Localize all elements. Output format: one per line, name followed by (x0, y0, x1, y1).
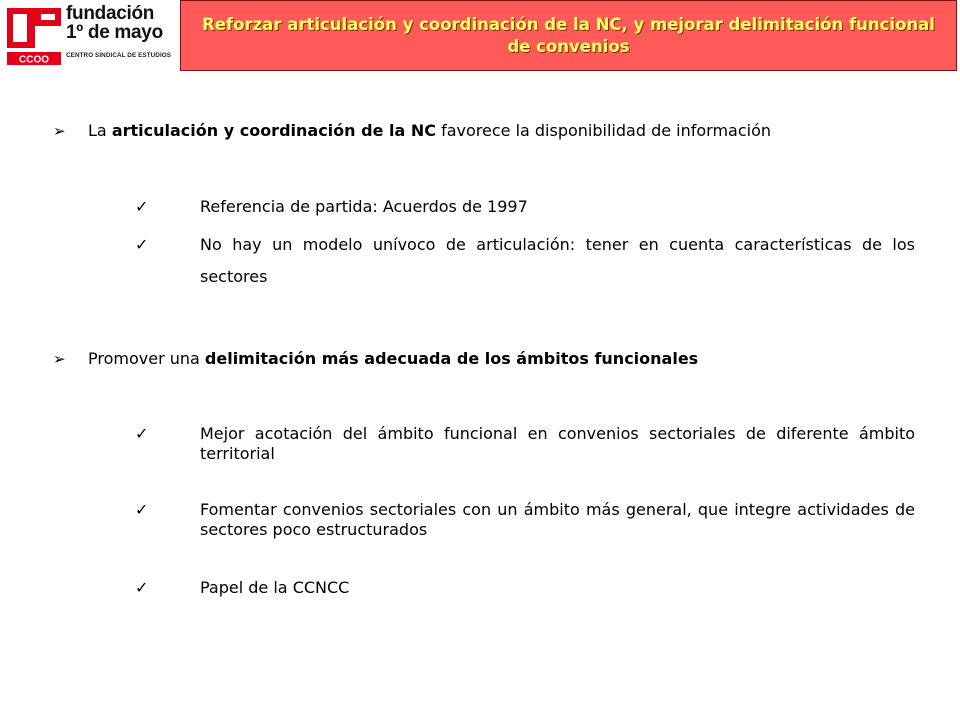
ccoo-logo-icon (5, 4, 63, 66)
logo (0, 0, 178, 72)
section-heading-2 (88, 349, 698, 369)
list-item: No hay un modelo unívoco de articulación: tener en cuenta características de los sectores (200, 235, 915, 286)
checkmark-icon: ✓ (135, 197, 149, 216)
logo-title (66, 4, 163, 42)
checkmark-icon: ✓ (135, 500, 149, 519)
heading-text-post: favorece la disponibilidad de información (435, 121, 772, 140)
logo-name-line1: fundación (66, 3, 155, 24)
logo-subtitle: CENTRO SINDICAL DE ESTUDIOS (66, 52, 172, 59)
heading-text-bold: articulación y coordinación de la NC (111, 121, 436, 140)
logo-name-line2: 1º de mayo (66, 22, 163, 43)
section-heading-1 (88, 121, 771, 141)
list-item: Fomentar convenios sectoriales con un ámbito más general, que integre actividades de sectores poco estructurados (200, 500, 915, 539)
heading-text-bold: delimitación más adecuada de los ámbitos funcionales (204, 349, 699, 368)
list-item: Mejor acotación del ámbito funcional en convenios sectoriales de diferente ámbito territorial (200, 424, 915, 463)
checkmark-icon: ✓ (135, 578, 149, 597)
list-item: Referencia de partida: Acuerdos de 1997 (200, 197, 528, 216)
checkmark-icon: ✓ (135, 235, 149, 254)
title-banner (180, 0, 957, 71)
checkmark-icon: ✓ (135, 424, 149, 443)
list-item: Papel de la CCNCC (200, 578, 350, 597)
arrow-bullet-icon: ➢ (53, 122, 66, 140)
heading-text-pre: Promover una (88, 349, 205, 368)
arrow-bullet-icon: ➢ (53, 350, 66, 368)
logo-mark-text: CCOO (19, 54, 49, 66)
heading-text-pre: La (88, 121, 112, 140)
slide-title: Reforzar articulación y coordinación de la NC, y mejorar delimitación funcional de convenios (202, 14, 935, 56)
